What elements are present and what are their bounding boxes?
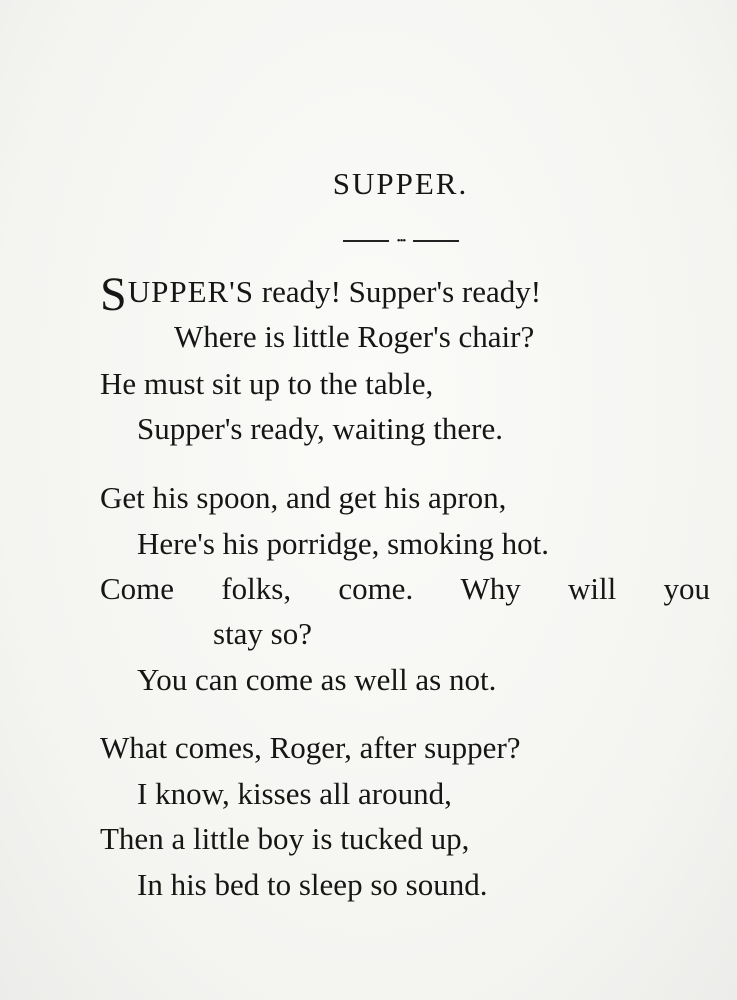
ornament-rule-left: [343, 240, 389, 242]
ornament-rule-right: [413, 240, 459, 242]
word: Why: [460, 571, 521, 606]
stanza-1-line-3: He must sit up to the table,: [100, 366, 434, 401]
stanza-2-line-1: Get his spoon, and get his apron,: [100, 480, 507, 515]
stanza-2-line-2: Here's his porridge, smoking hot.: [137, 526, 549, 561]
line-rest: ready! Supper's ready!: [254, 274, 542, 309]
small-caps-word: UPPER'S: [127, 274, 255, 309]
ornament-dots: •••: [396, 235, 406, 247]
stanza-2-line-5: You can come as well as not.: [137, 662, 497, 697]
stanza-3-line-1: What comes, Roger, after supper?: [100, 730, 521, 765]
stanza-2-line-4: stay so?: [213, 616, 313, 651]
word: folks,: [221, 571, 292, 606]
stanza-3-line-3: Then a little boy is tucked up,: [100, 821, 470, 856]
stanza-1-line-4: Supper's ready, waiting there.: [137, 411, 503, 446]
poem-title: SUPPER.: [332, 166, 469, 201]
drop-cap: S: [100, 268, 127, 321]
stanza-2-line-3: [100, 569, 710, 609]
word: will: [567, 571, 617, 606]
word: you: [663, 571, 710, 606]
stanza-3-line-4: In his bed to sleep so sound.: [137, 867, 488, 902]
title-ornament: [343, 235, 459, 247]
stanza-1-line-1: [100, 268, 542, 321]
stanza-3-line-2: I know, kisses all around,: [137, 776, 452, 811]
word: come.: [338, 571, 414, 606]
stanza-1-line-2: Where is little Roger's chair?: [174, 319, 535, 354]
word: Come: [100, 571, 175, 606]
